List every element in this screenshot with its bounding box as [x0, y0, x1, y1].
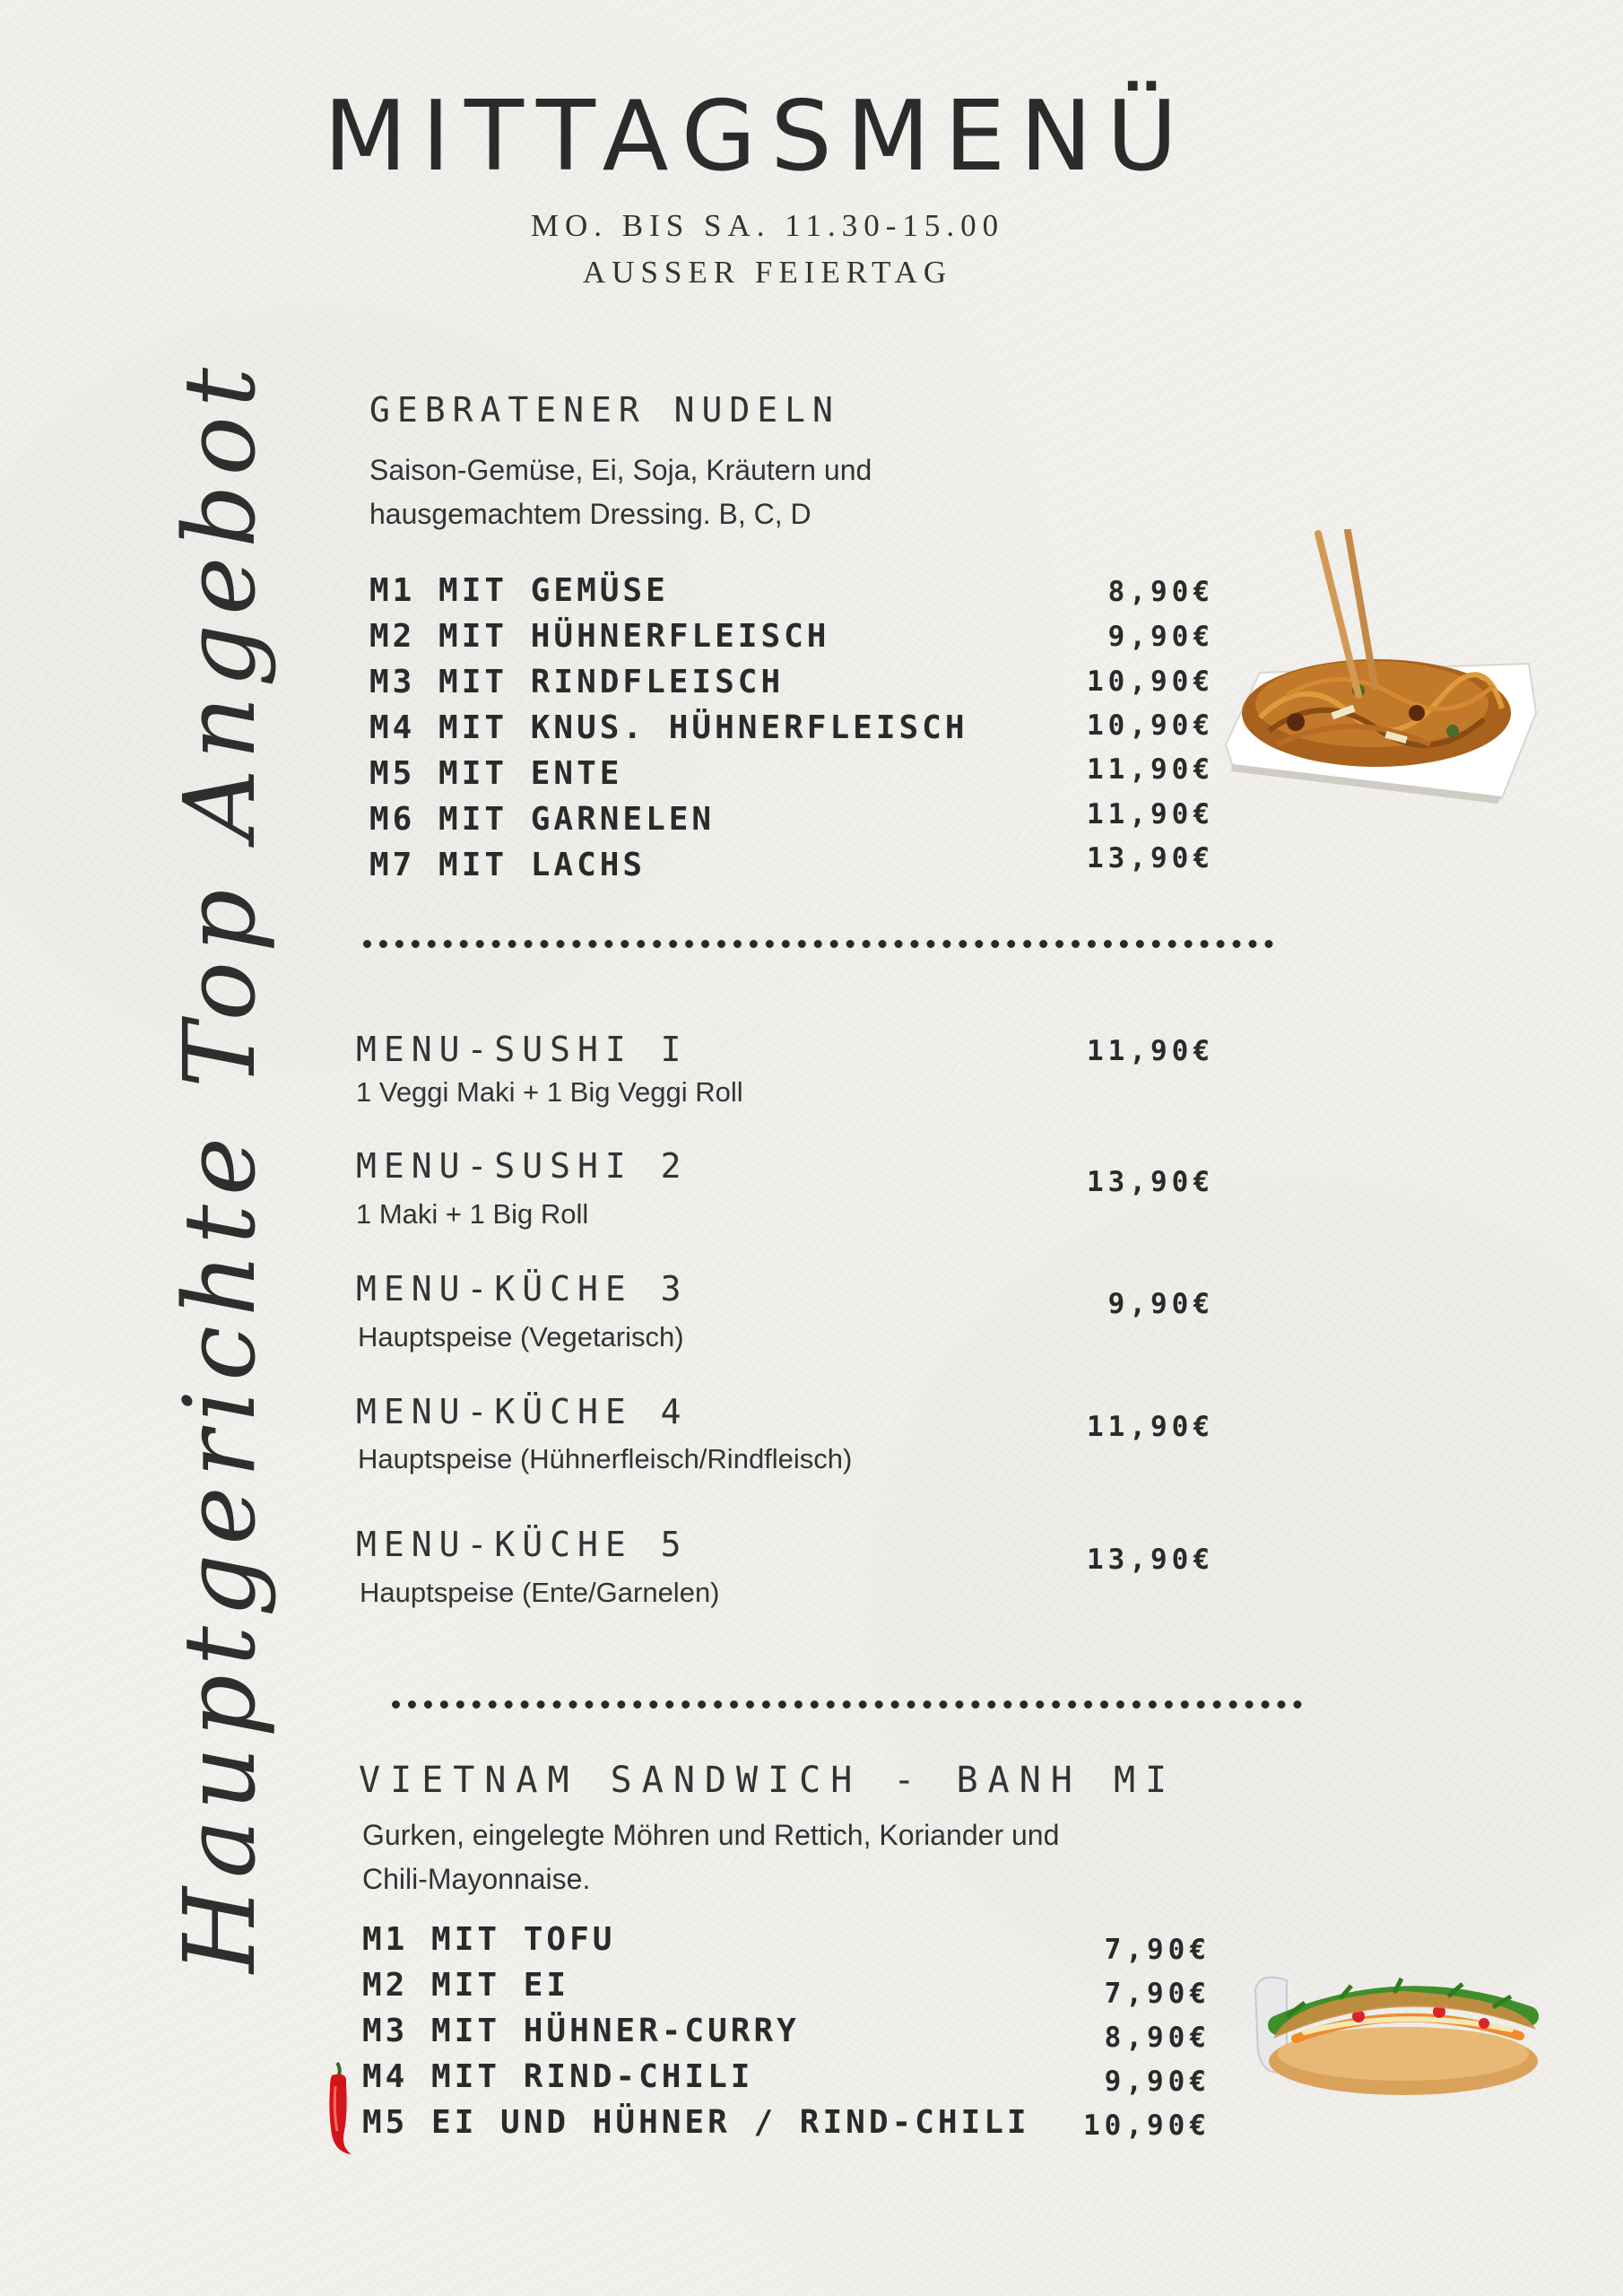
- banhmi-desc-line1: Gurken, eingelegte Möhren und Rettich, Koriander und: [362, 1819, 1060, 1851]
- banhmi-item-price: 8,90€: [1104, 2022, 1211, 2054]
- nudeln-item-price: 10,90€: [1087, 709, 1214, 742]
- section-divider: [363, 940, 1273, 948]
- banhmi-item-price: 9,90€: [1104, 2066, 1211, 2098]
- menu-price: 11,90€: [1087, 1411, 1214, 1443]
- nudeln-item-name: M7 MIT LACHS: [369, 847, 647, 883]
- nudeln-desc-line1: Saison-Gemüse, Ei, Soja, Kräutern und: [369, 454, 872, 486]
- banhmi-desc-line2: Chili-Mayonnaise.: [362, 1863, 591, 1895]
- menu-title: MENU-SUSHI 2: [356, 1146, 689, 1186]
- menu-title: MENU-KÜCHE 4: [356, 1392, 689, 1431]
- menu-title: MENU-KÜCHE 3: [356, 1269, 689, 1309]
- banhmi-item-name: M5 EI UND HÜHNER / RIND-CHILI: [362, 2104, 1030, 2141]
- menu-description: Hauptspeise (Vegetarisch): [358, 1321, 684, 1352]
- menu-price: 11,90€: [1087, 1035, 1214, 1067]
- opening-hours: MO. BIS SA. 11.30-15.00: [530, 208, 1005, 243]
- chili-pepper-icon: [321, 2059, 357, 2158]
- banhmi-item-name: M4 MIT RIND-CHILI: [362, 2058, 754, 2095]
- nudeln-item-price: 10,90€: [1087, 665, 1214, 698]
- side-title: Hauptgerichte Top Angebot: [162, 358, 277, 1974]
- section-divider: [392, 1700, 1302, 1709]
- banhmi-item-price: 10,90€: [1083, 2109, 1211, 2142]
- menu-price: 9,90€: [1107, 1288, 1214, 1320]
- menu-title: MENU-SUSHI I: [356, 1030, 689, 1069]
- banhmi-item-name: M2 MIT EI: [362, 1967, 570, 2004]
- banh-mi-image: [1251, 1953, 1547, 2106]
- menu-description: Hauptspeise (Hühnerfleisch/Rindfleisch): [358, 1443, 853, 1474]
- page-title: MITTAGSMENÜ: [323, 81, 1193, 193]
- holiday-note: AUSSER FEIERTAG: [582, 255, 953, 290]
- nudeln-title: GEBRATENER NUDELN: [369, 390, 840, 430]
- menu-price: 13,90€: [1087, 1544, 1214, 1576]
- banhmi-item-price: 7,90€: [1104, 1934, 1211, 1966]
- menu-title: MENU-KÜCHE 5: [356, 1525, 689, 1564]
- banhmi-title: VIETNAM SANDWICH - BANH MI: [359, 1760, 1177, 1801]
- nudeln-desc-line2: hausgemachtem Dressing. B, C, D: [369, 498, 812, 530]
- nudeln-item-price: 13,90€: [1087, 842, 1214, 874]
- nudeln-item-price: 11,90€: [1087, 753, 1214, 786]
- banhmi-item-price: 7,90€: [1104, 1978, 1211, 2010]
- nudeln-item-price: 11,90€: [1087, 798, 1214, 831]
- menu-description: 1 Maki + 1 Big Roll: [356, 1198, 589, 1230]
- nudeln-item-name: M1 MIT GEMÜSE: [369, 572, 669, 609]
- nudeln-item-name: M4 MIT KNUS. HÜHNERFLEISCH: [369, 709, 968, 746]
- banhmi-item-name: M1 MIT TOFU: [362, 1921, 616, 1958]
- nudeln-item-name: M5 MIT ENTE: [369, 755, 623, 792]
- nudeln-item-name: M6 MIT GARNELEN: [369, 801, 716, 838]
- menu-description: 1 Veggi Maki + 1 Big Veggi Roll: [356, 1076, 743, 1108]
- banhmi-item-name: M3 MIT HÜHNER-CURRY: [362, 2013, 800, 2049]
- nudeln-item-name: M3 MIT RINDFLEISCH: [369, 664, 785, 700]
- nudeln-description: [369, 448, 872, 536]
- banhmi-description: [362, 1813, 1059, 1901]
- nudeln-item-name: M2 MIT HÜHNERFLEISCH: [369, 618, 830, 655]
- menu-price: 13,90€: [1087, 1166, 1214, 1198]
- nudeln-item-price: 8,90€: [1107, 576, 1214, 608]
- menu-description: Hauptspeise (Ente/Garnelen): [360, 1577, 720, 1608]
- noodle-plate-image: [1224, 529, 1538, 807]
- nudeln-item-price: 9,90€: [1107, 621, 1214, 653]
